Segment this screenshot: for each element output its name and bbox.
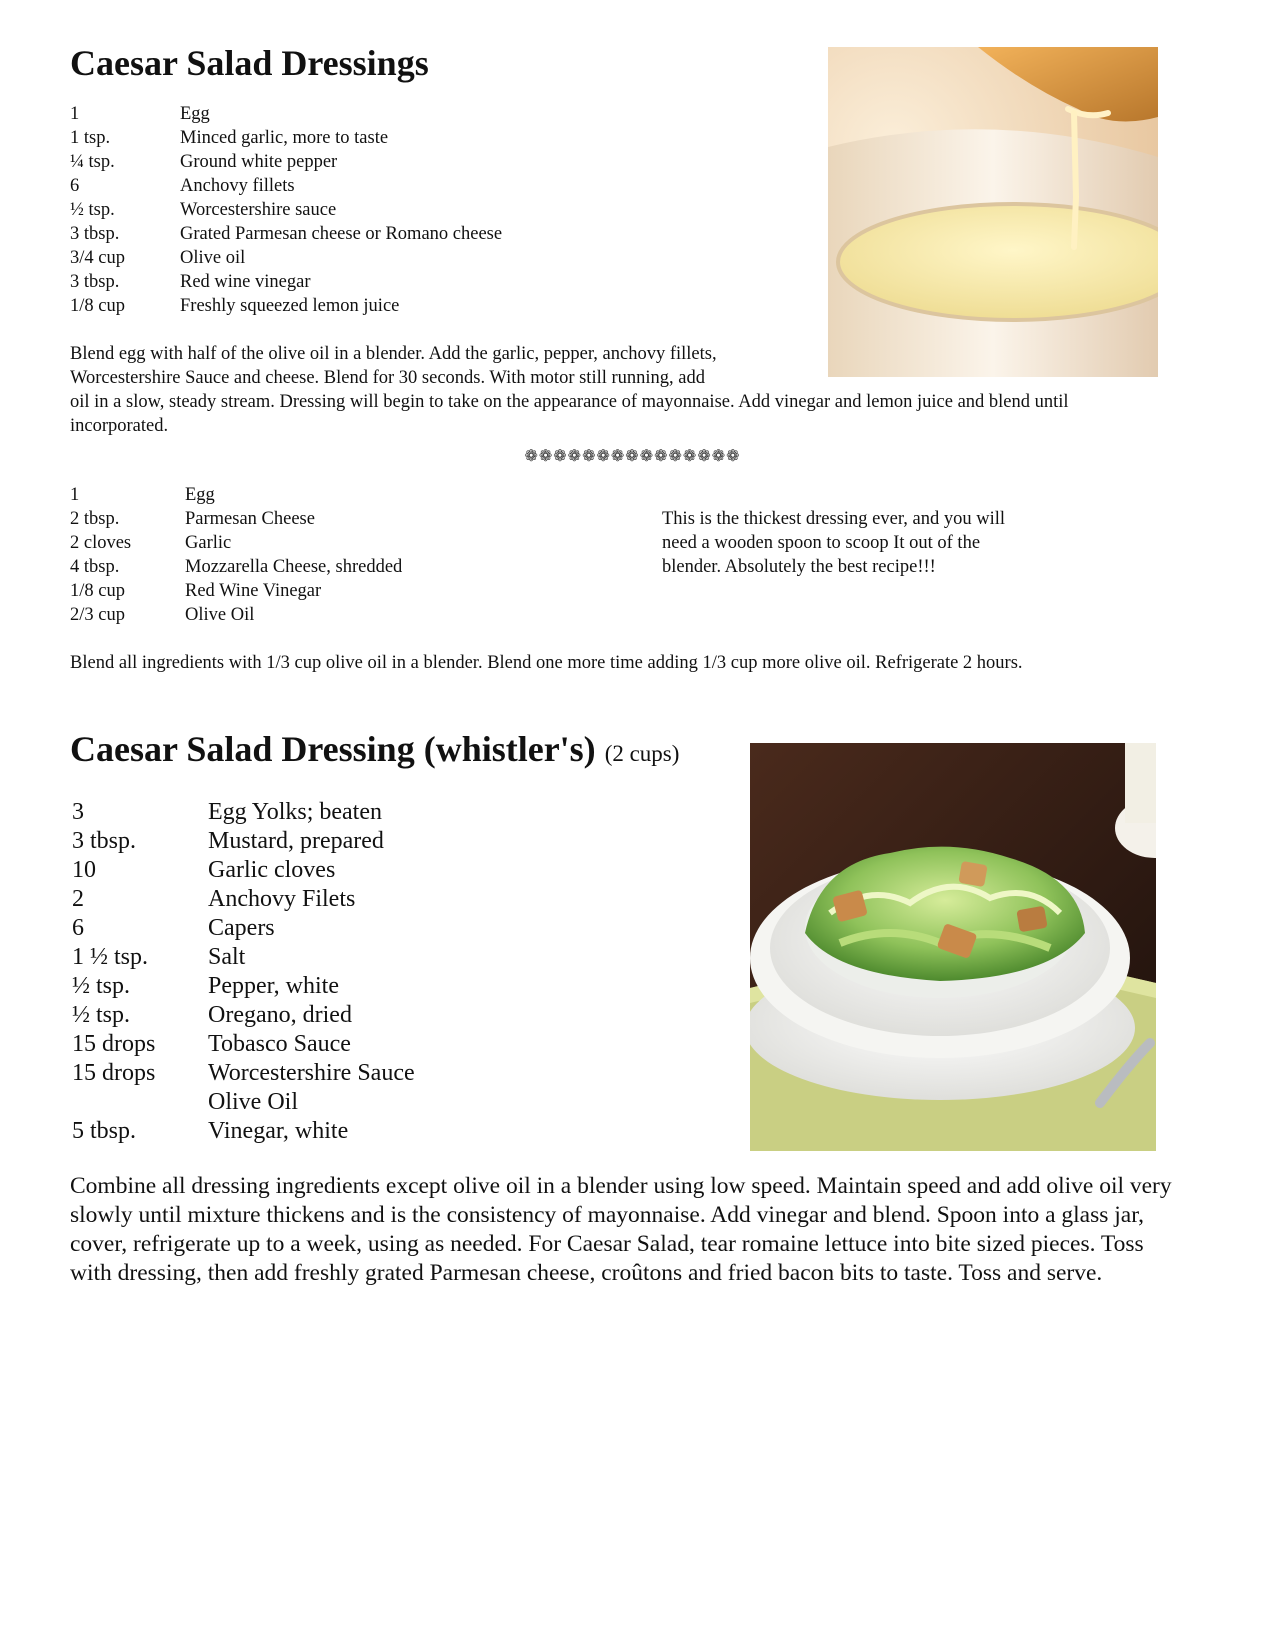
- ingredient-row: [72, 856, 415, 885]
- ingredient-row: [72, 943, 415, 972]
- ingredient-qty: ½ tsp.: [70, 200, 115, 220]
- ingredient-item: Capers: [208, 915, 275, 941]
- ingredient-item: Pepper, white: [208, 973, 340, 999]
- ingredient-row: [72, 798, 415, 827]
- ingredient-row: [70, 102, 502, 126]
- ingredient-row: [70, 198, 502, 222]
- ingredient-item: Red wine vinegar: [180, 272, 311, 292]
- dressing-pour-photo: [828, 47, 1158, 377]
- ingredient-qty: 3 tbsp.: [70, 272, 120, 292]
- ingredient-row: [72, 972, 415, 1001]
- recipe-1-title: Caesar Salad Dressings: [70, 43, 429, 83]
- ingredient-row: [70, 174, 502, 198]
- ingredient-item: Mozzarella Cheese, shredded: [185, 557, 403, 577]
- ingredient-qty: 10: [72, 857, 96, 883]
- ingredient-qty: 1 tsp.: [70, 128, 111, 148]
- ingredient-qty: 1: [70, 104, 80, 124]
- ingredient-qty: 1 ½ tsp.: [72, 944, 149, 970]
- ingredient-row: [70, 246, 502, 270]
- ingredient-item: Oregano, dried: [208, 1002, 352, 1028]
- ingredient-item: Egg: [185, 485, 215, 505]
- ingredient-row: [70, 555, 402, 579]
- ingredient-qty: 2 tbsp.: [70, 509, 120, 529]
- ingredient-qty: 1/8 cup: [70, 296, 125, 316]
- recipe-3-title-text: Caesar Salad Dressing (whistler's): [70, 729, 596, 769]
- ingredient-item: Garlic: [185, 533, 232, 553]
- ingredient-qty: 2 cloves: [70, 533, 132, 553]
- ingredient-row: [70, 579, 402, 603]
- recipe-1-instructions-part2: oil in a slow, steady stream. Dressing will begin to take on the appearance of mayonnaise. Add vinegar and lemon juice and blend until incorporated.: [70, 392, 1069, 436]
- ingredient-item: Egg: [180, 104, 210, 124]
- ingredient-item: Salt: [208, 944, 246, 970]
- ingredient-row: [70, 126, 502, 150]
- ingredient-item: Garlic cloves: [208, 857, 336, 883]
- ingredient-item: Minced garlic, more to taste: [180, 128, 389, 148]
- ingredient-qty: 2: [72, 886, 84, 912]
- ingredient-item: Vinegar, white: [208, 1118, 349, 1144]
- ingredient-qty: 3/4 cup: [70, 248, 125, 268]
- ingredient-item: Grated Parmesan cheese or Romano cheese: [180, 224, 503, 244]
- dressing-pour-image: [828, 47, 1158, 377]
- ingredient-qty: 6: [70, 176, 80, 196]
- ingredient-qty: 4 tbsp.: [70, 557, 120, 577]
- ingredient-row: [70, 150, 502, 174]
- ingredient-item: Olive Oil: [185, 605, 255, 625]
- ingredient-item: Parmesan Cheese: [185, 509, 315, 529]
- ingredient-qty: 3: [72, 799, 84, 825]
- ingredient-row: [70, 483, 402, 507]
- ingredient-qty: 1/8 cup: [70, 581, 125, 601]
- recipe-3-yield: (2 cups): [604, 741, 680, 766]
- recipe-2-ingredient-list: [70, 483, 402, 627]
- ingredient-item: Mustard, prepared: [208, 828, 384, 854]
- ingredient-qty: 2/3 cup: [70, 605, 125, 625]
- ingredient-item: Worcestershire Sauce: [208, 1060, 415, 1086]
- ingredient-row: [72, 827, 415, 856]
- recipe-2-instructions: Blend all ingredients with 1/3 cup olive oil in a blender. Blend one more time adding 1/3 cup more olive oil. Refrigerate 2 hours.: [70, 653, 1023, 673]
- ingredient-qty: 15 drops: [72, 1060, 156, 1086]
- ingredient-qty: 6: [72, 915, 84, 941]
- ingredient-qty: 15 drops: [72, 1031, 156, 1057]
- recipe-3-title: [70, 728, 679, 771]
- ingredient-item: Ground white pepper: [180, 152, 338, 172]
- ingredient-item: Egg Yolks; beaten: [208, 799, 382, 825]
- ingredient-qty: ½ tsp.: [72, 973, 131, 999]
- decorative-separator: ❁❁❁❁❁❁❁❁❁❁❁❁❁❁❁: [524, 448, 741, 465]
- ingredient-row: [72, 1088, 415, 1117]
- caesar-salad-image: [750, 743, 1156, 1151]
- ingredient-item: Anchovy Filets: [208, 886, 356, 912]
- ingredient-item: Olive oil: [180, 248, 246, 268]
- ingredient-row: [72, 1117, 415, 1146]
- ingredient-row: [70, 222, 502, 246]
- recipe-3-ingredient-list: [72, 798, 415, 1146]
- ingredient-row: [70, 531, 402, 555]
- ingredient-qty: ½ tsp.: [72, 1002, 131, 1028]
- ingredient-row: [72, 914, 415, 943]
- recipe-1-instructions: [70, 342, 1162, 438]
- ingredient-row: [72, 1001, 415, 1030]
- recipe-1-ingredient-list: [70, 102, 502, 318]
- ingredient-row: [72, 1059, 415, 1088]
- ingredient-qty: 5 tbsp.: [72, 1118, 137, 1144]
- ingredient-row: [70, 270, 502, 294]
- recipe-2-note: This is the thickest dressing ever, and you will need a wooden spoon to scoop It out of the blender. Absolutely the best recipe!!!: [662, 509, 1005, 577]
- ingredient-row: [70, 294, 502, 318]
- ingredient-row: [72, 1030, 415, 1059]
- ingredient-item: Olive Oil: [208, 1089, 298, 1115]
- ingredient-item: Freshly squeezed lemon juice: [180, 296, 400, 316]
- ingredient-item: Tobasco Sauce: [208, 1031, 351, 1057]
- ingredient-qty: [72, 1088, 208, 1117]
- recipe-1-instructions-part1: Blend egg with half of the olive oil in a blender. Add the garlic, pepper, anchovy fillets, Worcestershire Sauce and cheese. Blend for 30 seconds. With motor still running, add: [70, 344, 717, 388]
- ingredient-row: [72, 885, 415, 914]
- ingredient-item: Red Wine Vinegar: [185, 581, 322, 601]
- ingredient-qty: 3 tbsp.: [70, 224, 120, 244]
- ingredient-item: Anchovy fillets: [180, 176, 295, 196]
- ingredient-qty: 3 tbsp.: [72, 828, 137, 854]
- caesar-salad-photo: [750, 743, 1156, 1151]
- ingredient-row: [70, 603, 402, 627]
- ingredient-qty: 1: [70, 485, 80, 505]
- ingredient-item: Worcestershire sauce: [180, 200, 337, 220]
- ingredient-qty: ¼ tsp.: [70, 152, 115, 172]
- ingredient-row: [70, 507, 402, 531]
- recipe-3-instructions: Combine all dressing ingredients except olive oil in a blender using low speed. Maintain speed and add olive oil very slowly until mixture thickens and is the consistency of mayonnaise. Add vinegar and blend. Spoon into a glass jar, cover, refrigerate up to a week, using as needed. For Caesar Salad, tear romaine lettuce into bite sized pieces. Toss with dressing, then add freshly grated Parmesan cheese, croûtons and fried bacon bits to taste. Toss and serve.: [70, 1173, 1172, 1286]
